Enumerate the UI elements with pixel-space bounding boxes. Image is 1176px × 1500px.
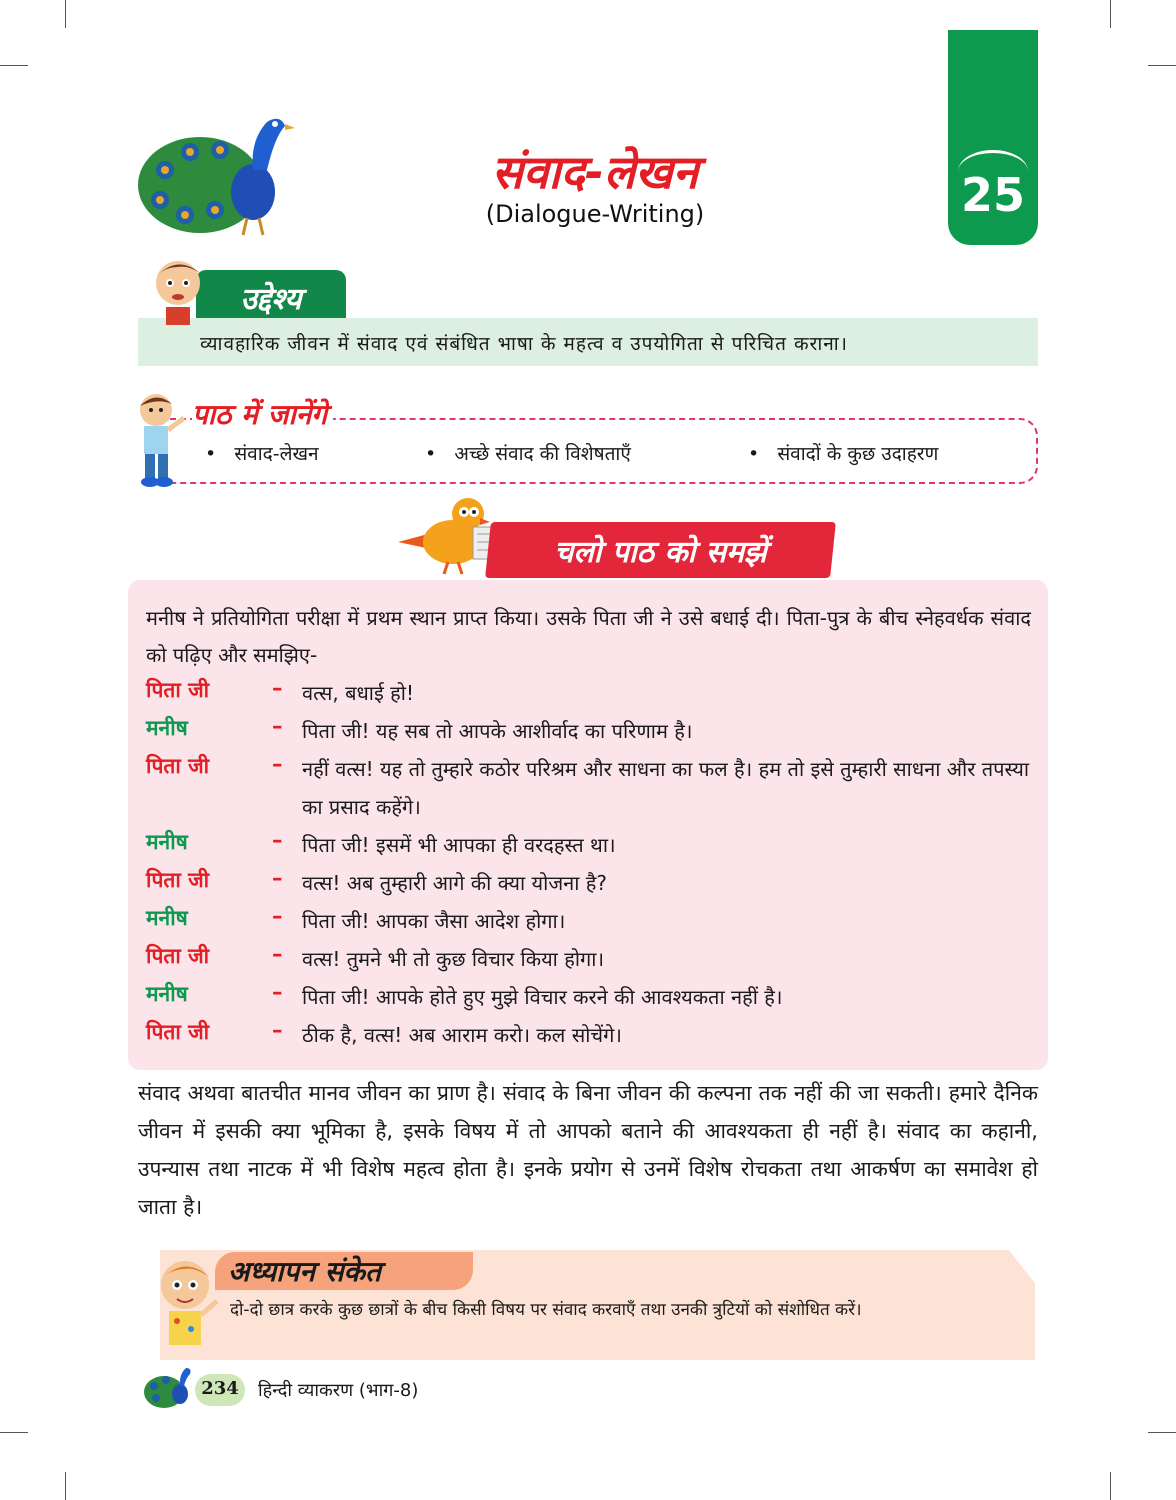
crop-mark [1110, 1472, 1111, 1500]
learn-item: • संवादों के कुछ उदाहरण [748, 443, 939, 465]
page-number: 234 [201, 1378, 239, 1399]
dialogue-line: पिता जी! यह सब तो आपके आशीर्वाद का परिणाम है। [302, 719, 693, 743]
dialogue-line: वत्स! अब तुम्हारी आगे की क्या योजना है? [302, 871, 608, 895]
objective-text: व्यावहारिक जीवन में संवाद एवं संबंधित भाषा के महत्व व उपयोगिता से परिचित कराना। [200, 333, 848, 355]
dialogue-line: नहीं वत्स! यह तो तुम्हारे कठोर परिश्रम और साधना का फल है। हम तो इसे तुम्हारी साधना और तपस्या का प्रसाद कहेंगे। [302, 757, 1030, 819]
speaker-label: पिता जी [146, 754, 210, 778]
learn-item: • अच्छे संवाद की विशेषताएँ [425, 443, 631, 465]
speaker-label: पिता जी [146, 944, 210, 968]
dash: – [272, 1018, 283, 1042]
speaker-label: पिता जी [146, 868, 210, 892]
dialogue-line: वत्स, बधाई हो! [302, 681, 414, 705]
dash: – [272, 866, 283, 890]
speaker-label: मनीष [146, 716, 188, 740]
dash: – [272, 676, 283, 700]
crop-mark [0, 1432, 28, 1433]
intro-text: मनीष ने प्रतियोगिता परीक्षा में प्रथम स्थान प्राप्त किया। उसके पिता जी ने उसे बधाई दी। पिता-पुत्र के बीच स्नेहवर्धक संवाद को पढ़िए और समझिए- [146, 606, 1031, 667]
dialogue-line: पिता जी! आपका जैसा आदेश होगा। [302, 909, 566, 933]
speaker-label: पिता जी [146, 1020, 210, 1044]
boy-waving-illustration [155, 1255, 225, 1350]
dialogue-line: वत्स! तुमने भी तो कुछ विचार किया होगा। [302, 947, 605, 971]
section-label: चलो पाठ को समझें [554, 535, 767, 570]
crop-mark [65, 1472, 66, 1500]
speaker-label: मनीष [146, 830, 188, 854]
objective-label: उद्देश्य [240, 282, 302, 317]
dash: – [272, 752, 283, 776]
speaker-label: मनीष [146, 982, 188, 1006]
book-title: हिन्दी व्याकरण (भाग-8) [258, 1380, 419, 1401]
speaker-label: पिता जी [146, 678, 210, 702]
dialogue-line: पिता जी! आपके होते हुए मुझे विचार करने की आवश्यकता नहीं है। [302, 985, 783, 1009]
body-paragraph: संवाद अथवा बातचीत मानव जीवन का प्राण है। संवाद के बिना जीवन की कल्पना तक नहीं की जा सकती। हमारे दैनिक जीवन में इसकी क्या भूमिका है, इसके विषय में तो आपको बताने की आवश्यकता ही नहीं है। संवाद का कहानी, उपन्यास तथा नाटक में भी विशेष महत्व होता है। इनके प्रयोग से उनमें विशेष रोचकता तथा आकर्षण का समावेश हो जाता है। [138, 1081, 1038, 1219]
teaching-note-label: अध्यापन संकेत [228, 1255, 381, 1288]
peacock-illustration [135, 100, 310, 240]
dash: – [272, 828, 283, 852]
dash: – [272, 714, 283, 738]
crop-mark [65, 0, 66, 28]
small-peacock-illustration [142, 1362, 197, 1412]
dialogue-line: ठीक है, वत्स! अब आराम करो। कल सोचेंगे। [302, 1023, 622, 1047]
speaker-label: मनीष [146, 906, 188, 930]
chapter-title: संवाद-लेखन [491, 145, 699, 199]
chapter-subtitle: (Dialogue-Writing) [485, 200, 705, 228]
crop-mark [1148, 1432, 1176, 1433]
teaching-note-text: दो-दो छात्र करके कुछ छात्रों के बीच किसी विषय पर संवाद करवाएँ तथा उनकी त्रुटियों को संशोधित करें। [230, 1300, 862, 1320]
dialogue-line: पिता जी! इसमें भी आपका ही वरदहस्त था। [302, 833, 616, 857]
dash: – [272, 942, 283, 966]
crop-mark [1110, 0, 1111, 28]
boy-pointing-illustration [128, 390, 188, 490]
learn-item: • संवाद-लेखन [205, 443, 319, 465]
chapter-number: 25 [960, 168, 1025, 222]
dash: – [272, 980, 283, 1004]
dash: – [272, 904, 283, 928]
crop-mark [0, 65, 28, 66]
crop-mark [1148, 65, 1176, 66]
learn-label: पाठ में जानेंगे [192, 395, 333, 433]
